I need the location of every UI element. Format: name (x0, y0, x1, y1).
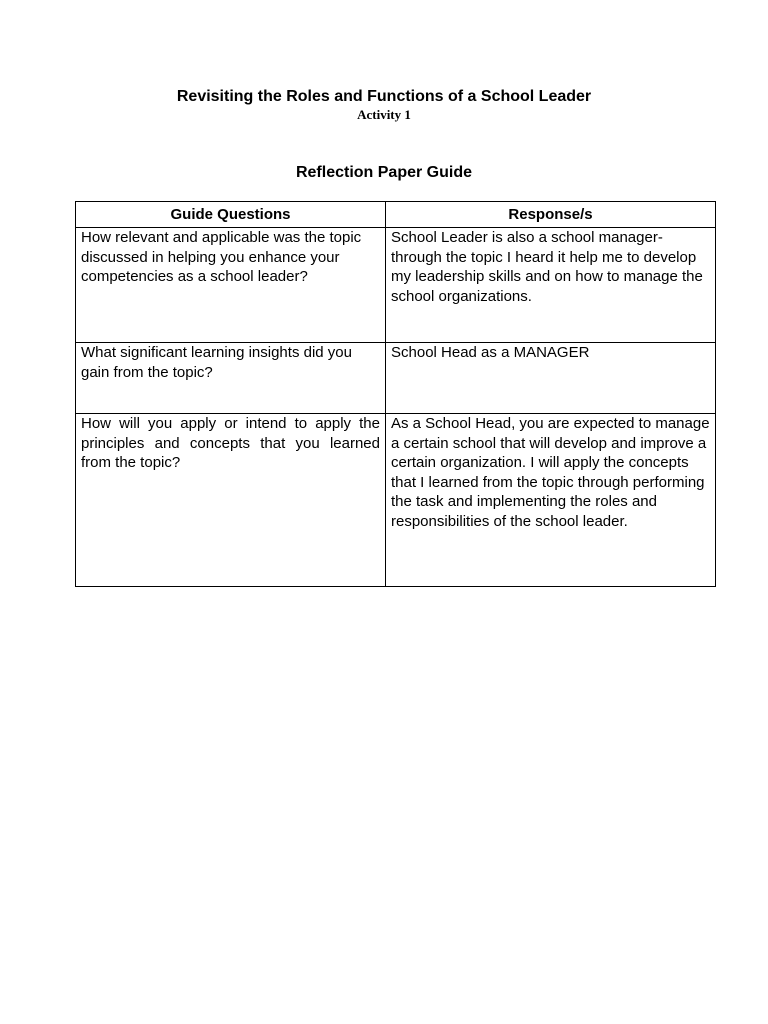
question-cell: How will you apply or intend to apply the principles and concepts that you learned from the topic? (76, 414, 386, 587)
document-subtitle: Activity 1 (357, 107, 411, 122)
table-row (76, 343, 716, 414)
response-cell: School Leader is also a school manager- through the topic I heard it help me to develop my leadership skills and on how to manage the school organizations. (386, 228, 716, 343)
document-title: Revisiting the Roles and Functions of a School Leader (176, 88, 592, 105)
header-guide-questions: Guide Questions (76, 202, 386, 228)
header-responses: Response/s (386, 202, 716, 228)
table-header-row (76, 202, 716, 228)
section-title: Reflection Paper Guide (295, 164, 473, 181)
response-cell: School Head as a MANAGER (386, 343, 716, 414)
question-cell: What significant learning insights did you gain from the topic? (76, 343, 386, 414)
table-row (76, 414, 716, 587)
reflection-guide-table (75, 201, 716, 587)
response-cell: As a School Head, you are expected to manage a certain school that will develop and improve a certain organization. I will apply the concepts that I learned from the topic through performing the task and implementing the roles and responsibilities of the school leader. (386, 414, 716, 587)
question-cell: How relevant and applicable was the topic discussed in helping you enhance your competencies as a school leader? (76, 228, 386, 343)
table-row (76, 228, 716, 343)
